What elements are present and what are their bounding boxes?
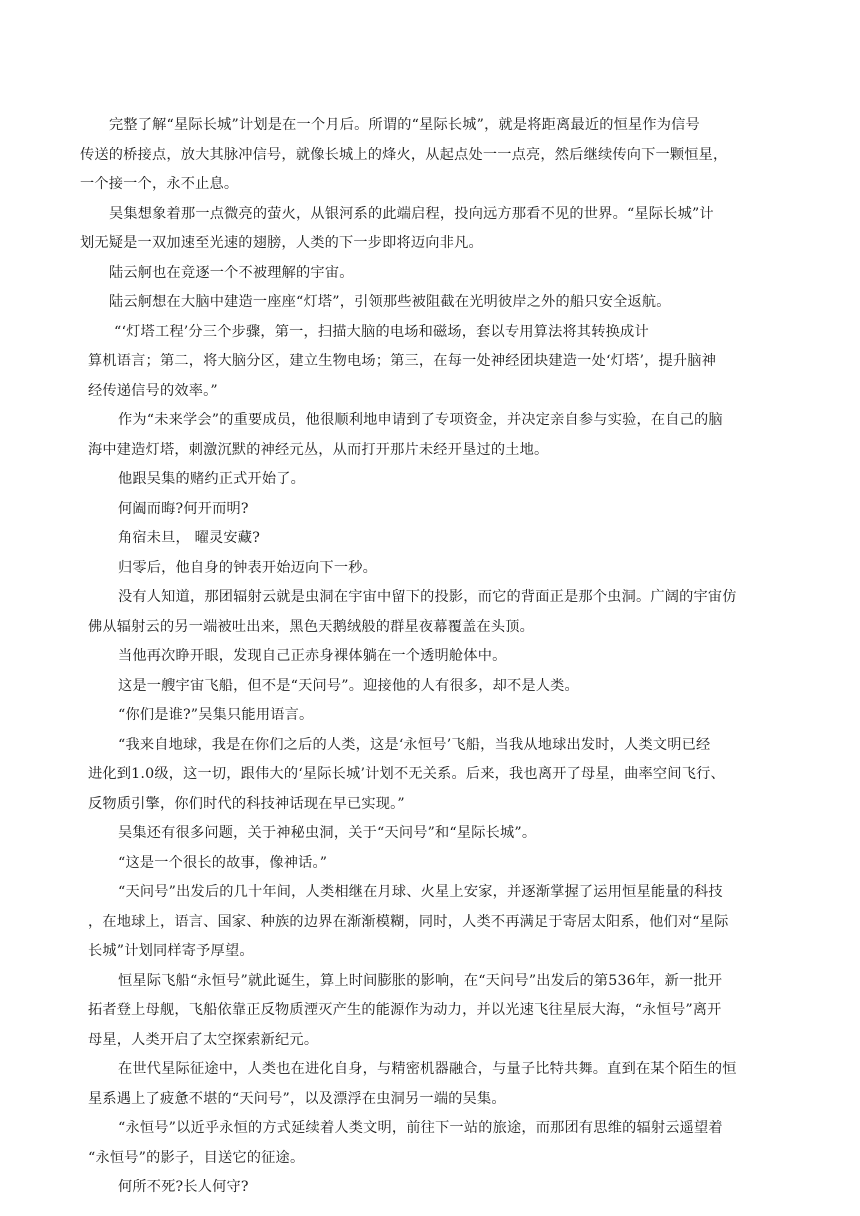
text-line: 这是一艘宇宙飞船，但不是“天问号”。迎接他的人有很多，却不是人类。 — [118, 678, 579, 694]
text-line: 吴集还有很多问题，关于神秘虫洞，关于“天问号”和“星际长城”。 — [118, 825, 537, 841]
text-line: 母星，人类开启了太空探索新纪元。 — [88, 1032, 319, 1048]
text-line: 没有人知道，那团辐射云就是虫洞在宇宙中留下的投影，而它的背面正是那个虫洞。广阔的宇宙仿 — [118, 589, 737, 605]
text-line: “这是一个很长的故事，像神话。” — [118, 855, 328, 871]
text-line: 传送的桥接点，放大其脉冲信号，就像长城上的烽火，从起点处一一点亮，然后继续传向下一颗恒星， — [80, 147, 728, 163]
text-line: “永恒号”以近乎永恒的方式延续着人类文明，前往下一站的旅途，而那团有思维的辐射云遥望着 — [118, 1120, 723, 1136]
text-line: 当他再次睁开眼，发现自己正赤身裸体躺在一个透明舱体中。 — [118, 648, 507, 664]
text-line: 吴集想象着那一点微亮的萤火，从银河系的此端启程，投向远方那看不见的世界。“星际长城”计 — [109, 206, 714, 222]
text-line: 他跟吴集的赌约正式开始了。 — [118, 471, 306, 487]
text-line: “我来自地球，我是在你们之后的人类，这是‘永恒号’飞船，当我从地球出发时，人类文明已经 — [118, 737, 711, 753]
text-line: 一个接一个，永不止息。 — [80, 176, 239, 192]
text-line: 何阖而晦?何开而明? — [118, 501, 249, 517]
text-line: 海中建造灯塔，刺激沉默的神经元丛，从而打开那片未经开垦过的土地。 — [88, 442, 549, 458]
text-line: 何所不死?长人何守? — [118, 1179, 249, 1195]
text-line: 长城”计划同样寄予厚望。 — [88, 943, 254, 959]
text-line: 划无疑是一双加速至光速的翅膀，人类的下一步即将迈向非凡。 — [80, 235, 483, 251]
text-line: 陆云舸想在大脑中建造一座座“灯塔”，引领那些被阻截在光明彼岸之外的船只安全返航。 — [109, 294, 671, 310]
text-line: 归零后，他自身的钟表开始迈向下一秒。 — [118, 560, 377, 576]
text-line: 作为“未来学会”的重要成员，他很顺利地申请到了专项资金，并决定亲自参与实验，在自己的脑 — [118, 412, 723, 428]
text-line: 陆云舸也在竞逐一个不被理解的宇宙。 — [109, 265, 354, 281]
text-line: “‘灯塔工程’分三个步骤，第一，扫描大脑的电场和磁场，套以专用算法将其转换成计 — [114, 324, 649, 340]
text-line: 完整了解“星际长城”计划是在一个月后。所谓的“星际长城”，就是将距离最近的恒星作为信号 — [109, 117, 700, 133]
text-line: 在世代星际征途中，人类也在进化自身，与精密机器融合，与量子比特共舞。直到在某个陌生的恒 — [118, 1061, 737, 1077]
text-line: 佛从辐射云的另一端被吐出来，黑色天鹅绒般的群星夜幕覆盖在头顶。 — [88, 619, 535, 635]
text-line: 反物质引擎，你们时代的科技神话现在早已实现。” — [88, 796, 405, 812]
text-line: 算机语言；第二，将大脑分区，建立生物电场；第三，在每一处神经团块建造一处‘灯塔’，提升脑神 — [88, 353, 717, 369]
text-line: 角宿未旦， 曜灵安藏? — [118, 530, 261, 546]
text-line: 拓者登上母舰，飞船依靠正反物质湮灭产生的能源作为动力，并以光速飞往星辰大海，“永恒号”离开 — [88, 1002, 722, 1018]
text-line: 经传递信号的效率。” — [88, 383, 218, 399]
text-line: ，在地球上，语言、国家、种族的边界在渐渐模糊，同时，人类不再满足于寄居太阳系，他们对“星际 — [88, 914, 729, 930]
text-line: 进化到1.0级，这一切，跟伟大的‘星际长城’计划不无关系。后来，我也离开了母星，曲率空间飞行、 — [88, 766, 725, 782]
text-line: “永恒号”的影子，目送它的征途。 — [88, 1150, 305, 1166]
text-line: “你们是谁?”吴集只能用语言。 — [118, 707, 314, 723]
text-line: 恒星际飞船“永恒号”就此诞生，算上时间膨胀的影响，在“天问号”出发后的第536年，新一批开 — [118, 973, 723, 989]
text-line: 星系遇上了疲惫不堪的“天问号”，以及漂浮在虫洞另一端的吴集。 — [88, 1091, 506, 1107]
text-line: “天问号”出发后的几十年间，人类相继在月球、火星上安家，并逐渐掌握了运用恒星能量的科技 — [118, 884, 723, 900]
